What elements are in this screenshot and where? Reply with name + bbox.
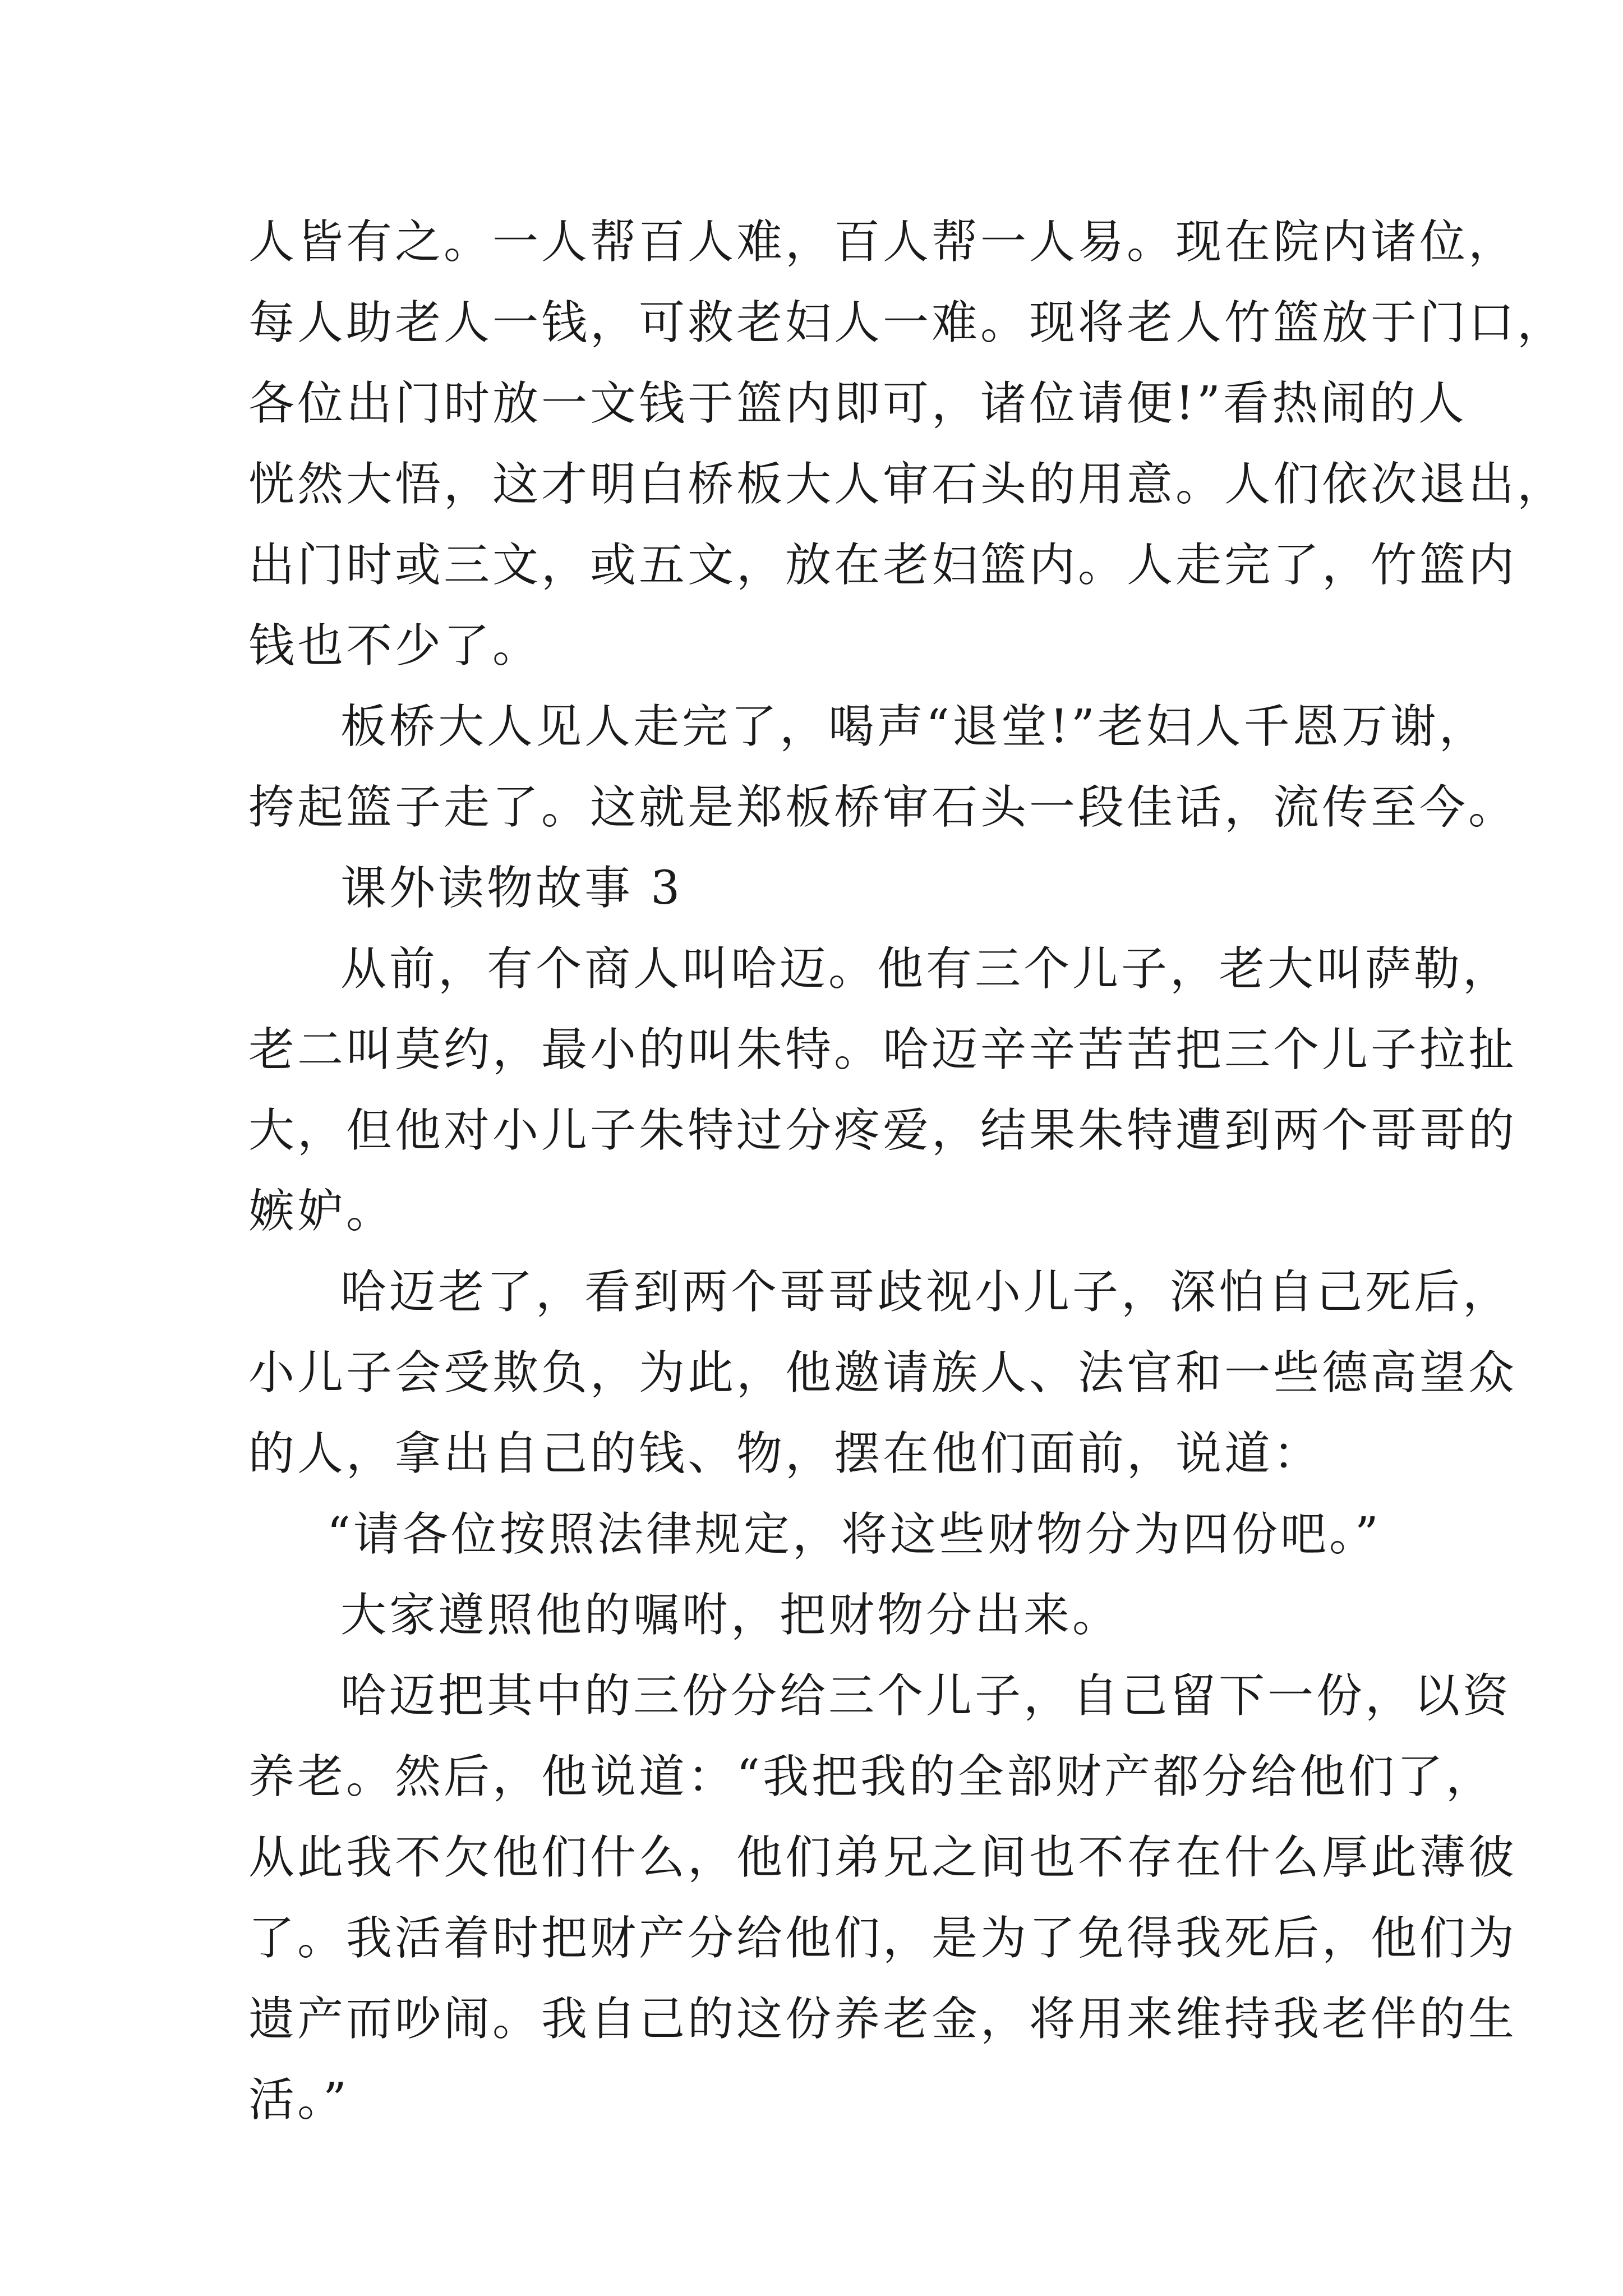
body-text <box>248 202 1566 2141</box>
text-line: 养老。然后，他说道：“我把我的全部财产都分给他们了， <box>248 1750 1495 1803</box>
text-line: 大家遵照他的嘱咐，把财物分出来。 <box>340 1589 1122 1642</box>
text-line: 嫉妒。 <box>248 1185 395 1238</box>
text-line: 人皆有之。一人帮百人难，百人帮一人易。现在院内诸位， <box>248 215 1518 269</box>
paragraph <box>248 929 1518 1252</box>
paragraph <box>248 687 1518 848</box>
text-line: 板桥大人见人走完了，喝声“退堂!”老妇人千恩万谢， <box>340 700 1488 753</box>
text-line: 遗产而吵闹。我自己的这份养老金，将用来维持我老伴的生 <box>248 1993 1518 2046</box>
text-line: 从此我不欠他们什么，他们弟兄之间也不存在什么厚此薄彼 <box>248 1831 1518 1884</box>
text-line: 活。” <box>248 2073 349 2127</box>
text-line: 老二叫莫约，最小的叫朱特。哈迈辛辛苦苦把三个儿子拉扯 <box>248 1023 1518 1076</box>
text-line: 每人助老人一钱，可救老妇人一难。现将老人竹篮放于门口， <box>248 296 1566 349</box>
text-line: 各位出门时放一文钱于篮内即可，诸位请便!”看热闹的人 <box>248 377 1467 430</box>
text-line: 挎起篮子走了。这就是郑板桥审石头一段佳话，流传至今。 <box>248 781 1518 834</box>
text-line: 哈迈把其中的三份分给三个儿子，自己留下一份，以资 <box>340 1669 1512 1723</box>
text-line: 钱也不少了。 <box>248 619 542 673</box>
text-line: 恍然大悟，这才明白桥板大人审石头的用意。人们依次退出， <box>248 458 1566 511</box>
paragraph <box>248 1656 1518 2141</box>
section-heading <box>248 848 1398 929</box>
text-line: 出门时或三文，或五文，放在老妇篮内。人走完了，竹篮内 <box>248 539 1518 592</box>
text-line: 大，但他对小儿子朱特过分疼爱，结果朱特遭到两个哥哥的 <box>248 1104 1518 1157</box>
paragraph <box>248 1252 1518 1494</box>
text-line: 小儿子会受欺负，为此，他邀请族人、法官和一些德高望众 <box>248 1346 1518 1400</box>
text-line: “请各位按照法律规定，将这些财物分为四份吧。” <box>327 1508 1381 1561</box>
text-line: 的人，拿出自己的钱、物，摆在他们面前，说道： <box>248 1427 1322 1480</box>
heading-text: 课外读物故事 3 <box>340 862 683 915</box>
text-line: 哈迈老了，看到两个哥哥歧视小儿子，深怕自己死后， <box>340 1266 1512 1319</box>
paragraph-quote <box>248 1494 1398 1575</box>
paragraph <box>248 202 1566 687</box>
paragraph <box>248 1575 1398 1656</box>
text-line: 了。我活着时把财产分给他们，是为了免得我死后，他们为 <box>248 1912 1518 1965</box>
text-line: 从前，有个商人叫哈迈。他有三个儿子，老大叫萨勒， <box>340 942 1512 996</box>
